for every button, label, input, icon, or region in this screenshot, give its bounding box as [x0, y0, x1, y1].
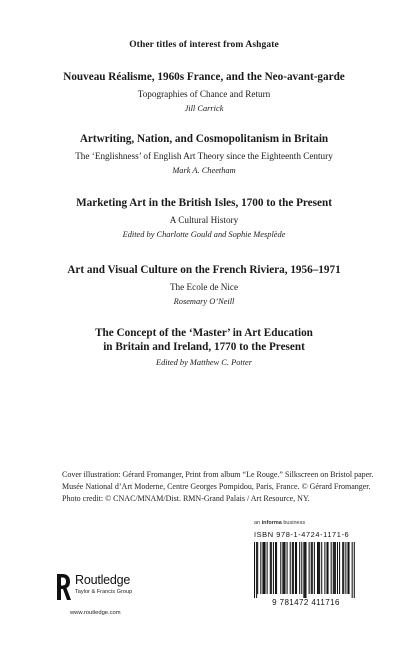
barcode-bar [318, 542, 319, 594]
informa-brand: informa [261, 520, 282, 526]
barcode-bar [354, 542, 355, 598]
barcode-bar [326, 542, 327, 594]
book-title: Nouveau Réalisme, 1960s France, and the Neo-avant-garde [63, 71, 345, 83]
barcode-bar [311, 542, 312, 594]
cover-credits [62, 469, 392, 505]
book-title: Artwriting, Nation, and Cosmopolitanism in Britain [79, 133, 329, 145]
barcode-bar [305, 542, 306, 598]
barcode-bar [263, 542, 264, 594]
barcode-bar [280, 542, 281, 594]
barcode-digits: 9 781472 411716 [272, 598, 340, 607]
barcode-bar [260, 542, 261, 594]
book-title: Marketing Art in the British Isles, 1700 to the Present [76, 197, 332, 209]
publisher-website: www.routledge.com [70, 610, 121, 616]
book-subtitle: Topographies of Chance and Return [137, 89, 271, 99]
book-author: Jill Carrick [184, 104, 224, 113]
barcode-bar [271, 542, 272, 594]
barcode-bar [309, 542, 310, 594]
credit-line-3: Photo credit: © CNAC/MNAM/Dist. RMN-Grand Palais / Art Resource, NY. [62, 494, 310, 503]
book-entry-3 [0, 196, 408, 240]
barcode-bar [314, 542, 315, 594]
barcode-bar [295, 542, 296, 594]
barcode-bar [283, 542, 284, 594]
barcode-bar [282, 542, 283, 594]
barcode-bar [270, 542, 271, 594]
book-entry-4 [0, 263, 408, 307]
book-entry-5 [0, 326, 408, 368]
credit-line-1: Cover illustration: Gérard Fromanger, Print from album “Le Rouge.” Silkscreen on Bristol paper. [62, 470, 374, 479]
book-subtitle: The Ecole de Nice [169, 282, 239, 292]
barcode-bar [276, 542, 277, 594]
book-title-line-1: The Concept of the ‘Master’ in Art Education [95, 327, 313, 339]
routledge-logo [55, 572, 135, 606]
barcode-bar [331, 542, 332, 594]
barcode-bar [265, 542, 266, 594]
informa-tagline: an informa business [254, 520, 306, 526]
barcode [250, 540, 362, 602]
barcode-bar [333, 542, 334, 594]
barcode-bar [287, 542, 288, 594]
section-header: Other titles of interest from Ashgate [129, 40, 279, 50]
barcode-bar [296, 542, 297, 594]
barcode-bar [290, 542, 291, 594]
barcode-bar [312, 542, 313, 594]
barcode-bar [352, 542, 353, 598]
barcode-bar [342, 542, 343, 594]
book-title-line-2: in Britain and Ireland, 1770 to the Present [103, 341, 305, 353]
isbn-text: ISBN 978-1-4724-1171-6 [254, 530, 350, 539]
barcode-bar [303, 542, 304, 598]
barcode-bar [324, 542, 325, 594]
barcode-bar [317, 542, 318, 594]
barcode-bar [273, 542, 274, 594]
barcode-bar [304, 542, 305, 598]
barcode-bar [335, 542, 336, 594]
publisher-name: Routledge [75, 573, 131, 587]
book-title: Art and Visual Culture on the French Riviera, 1956–1971 [67, 264, 341, 276]
barcode-bar [339, 542, 340, 594]
book-subtitle: A Cultural History [169, 215, 239, 225]
credit-line-2: Musée National d’Art Moderne, Centre Georges Pompidou, Paris, France. © Gérard Fromanger. [62, 482, 371, 491]
barcode-bar [257, 542, 258, 594]
barcode-bar [337, 542, 338, 594]
publisher-group: Taylor & Francis Group [75, 589, 133, 595]
barcode-bar [299, 542, 300, 594]
barcode-bar [334, 542, 335, 594]
book-author: Rosemary O’Neill [173, 297, 235, 306]
barcode-bar [275, 542, 276, 594]
barcode-bar [319, 542, 320, 594]
barcode-bar [349, 542, 350, 594]
barcode-bar [321, 542, 322, 594]
barcode-bar [343, 542, 344, 594]
barcode-bar [284, 542, 285, 594]
barcode-bar [256, 542, 257, 598]
barcode-bar [301, 542, 302, 594]
barcode-bar [254, 542, 255, 598]
book-author: Mark A. Cheetham [172, 166, 236, 175]
barcode-bar [347, 542, 348, 594]
barcode-bar [292, 542, 293, 594]
barcode-bars [250, 540, 362, 598]
routledge-r-icon [55, 572, 71, 602]
barcode-bar [267, 542, 268, 594]
book-subtitle: The ‘Englishness’ of English Art Theory since the Eighteenth Century [75, 151, 333, 161]
barcode-bar [293, 542, 294, 594]
barcode-bar [328, 542, 329, 594]
book-author: Edited by Matthew C. Potter [155, 358, 253, 367]
book-entry-1 [0, 70, 408, 114]
barcode-bar [345, 542, 346, 594]
book-author: Edited by Charlotte Gould and Sophie Mesplède [122, 230, 286, 239]
book-entry-2 [0, 132, 408, 176]
barcode-bar [262, 542, 263, 594]
